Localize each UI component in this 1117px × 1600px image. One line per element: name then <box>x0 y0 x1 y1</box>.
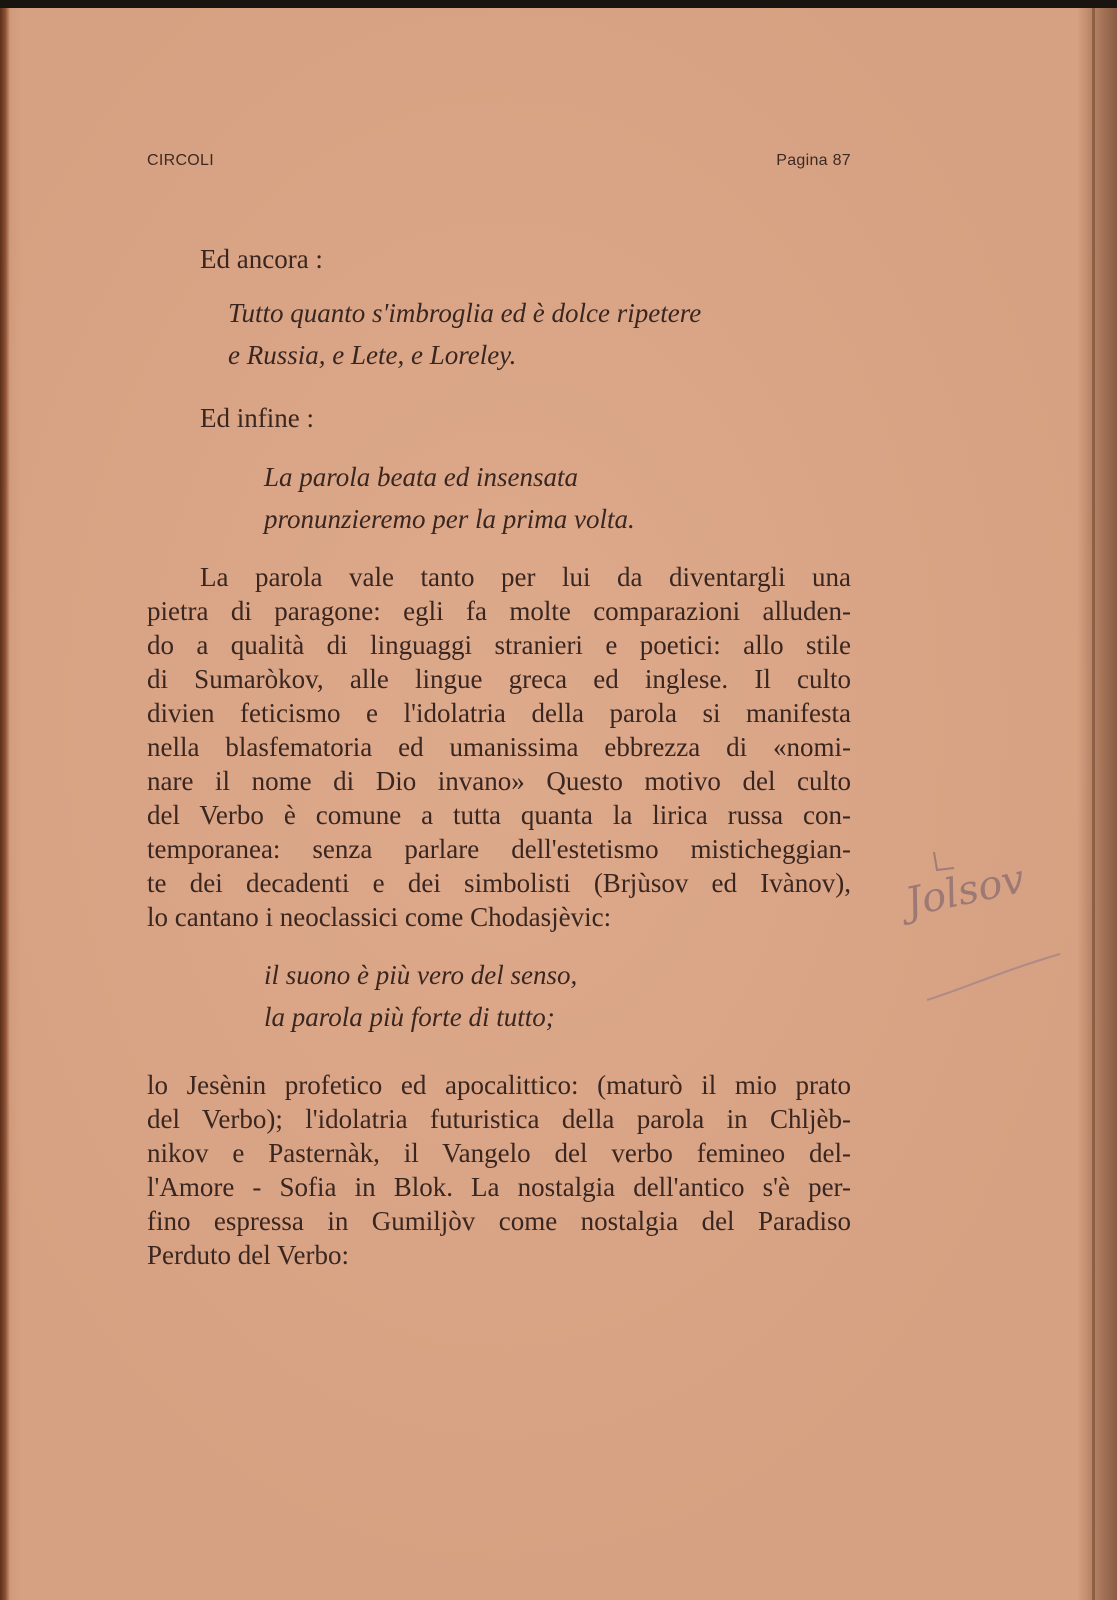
paragraph-2-line: nikov e Pasternàk, il Vangelo del verbo femineo del- <box>147 1138 851 1168</box>
paragraph-1-line: lo cantano i neoclassici come Chodasjèvic: <box>147 902 612 932</box>
verse-1-line-1: Tutto quanto s'imbroglia ed è dolce ripetere <box>228 298 702 328</box>
paragraph-2-line: fino espressa in Gumiljòv come nostalgia del Paradiso <box>147 1206 851 1236</box>
paragraph-1-line: di Sumaròkov, alle lingue greca ed inglese. Il culto <box>147 664 851 694</box>
margin-pencil-mark <box>928 848 958 878</box>
paragraph-1-line: pietra di paragone: egli fa molte comparazioni alluden- <box>147 596 851 626</box>
paragraph-1-line: La parola vale tanto per lui da diventargli una <box>200 562 851 592</box>
verse-3-line-2: la parola più forte di tutto; <box>264 1002 555 1032</box>
paragraph-1-line: del Verbo è comune a tutta quanta la lirica russa con- <box>147 800 851 830</box>
intro-line-1: Ed ancora : <box>200 244 323 274</box>
margin-handwritten-note: Jolsov <box>901 856 1029 926</box>
paragraph-1-line: do a qualità di linguaggi stranieri e poetici: allo stile <box>147 630 851 660</box>
verse-2-line-2: pronunzieremo per la prima volta. <box>264 504 635 534</box>
paragraph-2-line: Perduto del Verbo: <box>147 1240 349 1270</box>
paragraph-2-line: l'Amore - Sofia in Blok. La nostalgia dell'antico s'è per- <box>147 1172 851 1202</box>
paragraph-1-line: temporanea: senza parlare dell'estetismo misticheggian- <box>147 834 851 864</box>
page-fore-edge <box>1077 8 1117 1600</box>
page-number: Pagina 87 <box>776 152 851 169</box>
paragraph-1-line: divien feticismo e l'idolatria della parola si manifesta <box>147 698 851 728</box>
verse-1-line-2: e Russia, e Lete, e Loreley. <box>228 340 517 370</box>
verse-3-line-1: il suono è più vero del senso, <box>264 960 578 990</box>
intro-line-2: Ed infine : <box>200 403 314 433</box>
section-title: CIRCOLI <box>147 152 214 169</box>
page-binding-edge <box>0 8 10 1600</box>
paragraph-1-line: nare il nome di Dio invano» Questo motivo del culto <box>147 766 851 796</box>
paragraph-1-line: te dei decadenti e dei simbolisti (Brjùsov ed Ivànov), <box>147 868 851 898</box>
paragraph-1-line: nella blasfematoria ed umanissima ebbrezza di «nomi- <box>147 732 851 762</box>
verse-2-line-1: La parola beata ed insensata <box>264 462 578 492</box>
paragraph-2-line: lo Jesènin profetico ed apocalittico: (maturò il mio prato <box>147 1070 851 1100</box>
book-page <box>0 8 1117 1600</box>
paragraph-2-line: del Verbo); l'idolatria futuristica della parola in Chljèb- <box>147 1104 851 1134</box>
page-edge-line <box>1092 8 1095 1600</box>
margin-pencil-stroke <box>925 948 1065 1008</box>
